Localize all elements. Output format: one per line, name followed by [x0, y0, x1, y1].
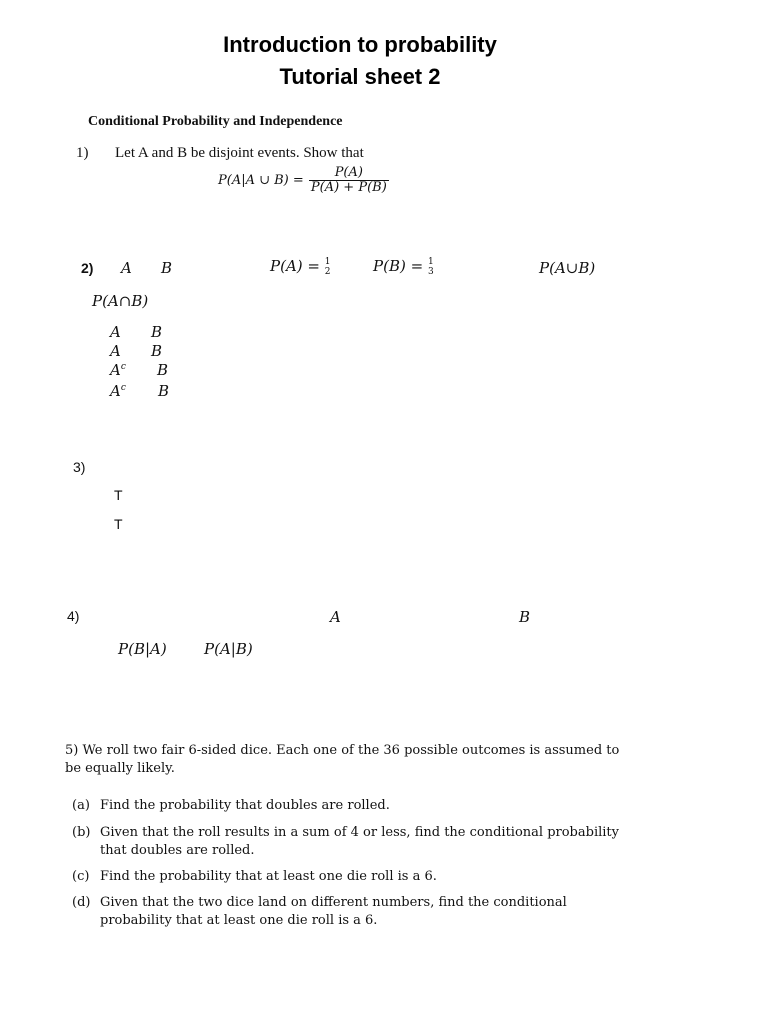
- q2-union: P(A∪B): [539, 259, 596, 277]
- q2-list-item-3-sup: c: [120, 362, 126, 372]
- q2-event-a: A: [121, 259, 132, 277]
- q4-number: 4): [67, 608, 80, 624]
- q4-p-a-given-b: P(A|B): [204, 640, 253, 658]
- section-heading: Conditional Probability and Independence: [88, 114, 343, 129]
- q2-prob-b-num: 1: [427, 257, 434, 267]
- q4-event-a: A: [330, 608, 341, 626]
- q2-list-item-4-letter: A: [110, 382, 121, 400]
- q2-intersection: P(A∩B): [92, 292, 149, 310]
- q5-part-a-text: Find the probability that doubles are rolled.: [100, 798, 390, 813]
- q1-denominator: P(A) + P(B): [310, 180, 387, 195]
- q5-part-b: [72, 824, 620, 860]
- q1-numerator: P(A): [309, 166, 389, 181]
- title-line-2: Tutorial sheet 2: [279, 64, 441, 89]
- q1-formula: [218, 166, 389, 195]
- q5-part-d: [72, 894, 620, 930]
- q2-prob-a-fraction: [325, 257, 331, 277]
- q2-list-item-2-left: A: [110, 342, 121, 360]
- q5-part-a: [72, 797, 620, 815]
- q2-prob-b-label: P(B) =: [373, 257, 424, 275]
- q2-prob-a: [270, 257, 330, 277]
- title-line-1: Introduction to probability: [223, 32, 497, 57]
- q2-prob-a-num: 1: [324, 257, 331, 267]
- q4-event-b: B: [519, 608, 531, 626]
- q2-list-item-1-left: A: [110, 323, 121, 341]
- q5-part-c: [72, 868, 620, 886]
- q2-list-item-3-letter: A: [110, 361, 121, 379]
- q2-list-item-3-right: B: [157, 361, 169, 379]
- q3-item-1: T: [114, 487, 123, 503]
- q2-prob-b: [373, 257, 434, 277]
- q5-part-b-label: (b): [72, 825, 91, 840]
- q1-fraction: [309, 166, 389, 195]
- q2-prob-a-label: P(A) =: [270, 257, 320, 275]
- q4-p-b-given-a: P(B|A): [118, 640, 167, 658]
- q5-part-d-text: Given that the two dice land on different numbers, find the conditional probability that at least one die roll is a 6.: [100, 895, 567, 928]
- q3-number: 3): [73, 459, 86, 475]
- q2-list-item-4-right: B: [158, 382, 170, 400]
- q2-list-item-1-right: B: [151, 323, 163, 341]
- q1-formula-lhs: P(A|A ∪ B) =: [218, 173, 304, 188]
- q2-list-item-4-left: [110, 382, 126, 400]
- q2-list-item-2-right: B: [151, 342, 163, 360]
- q2-list-item-3-left: [110, 361, 126, 379]
- q2-number: 2): [81, 260, 94, 276]
- q5-part-c-label: (c): [72, 869, 90, 884]
- q3-item-2: T: [114, 516, 123, 532]
- q5-intro: 5) We roll two fair 6-sided dice. Each one of the 36 possible outcomes is assumed to be equally likely.: [65, 743, 620, 776]
- q5-part-a-label: (a): [72, 798, 90, 813]
- q5-part-d-label: (d): [72, 895, 91, 910]
- q2-list-item-4-sup: c: [120, 383, 126, 393]
- q2-prob-b-den: 3: [427, 267, 434, 277]
- q2-event-b: B: [161, 259, 173, 277]
- q1-text: Let A and B be disjoint events. Show that: [115, 145, 364, 161]
- q2-prob-a-den: 2: [324, 267, 331, 277]
- q2-prob-b-fraction: [428, 257, 434, 277]
- q1-number: 1): [76, 145, 89, 161]
- q5-part-b-text: Given that the roll results in a sum of 4 or less, find the conditional probability that doubles are rolled.: [100, 825, 619, 858]
- q5-part-c-text: Find the probability that at least one die roll is a 6.: [100, 869, 437, 884]
